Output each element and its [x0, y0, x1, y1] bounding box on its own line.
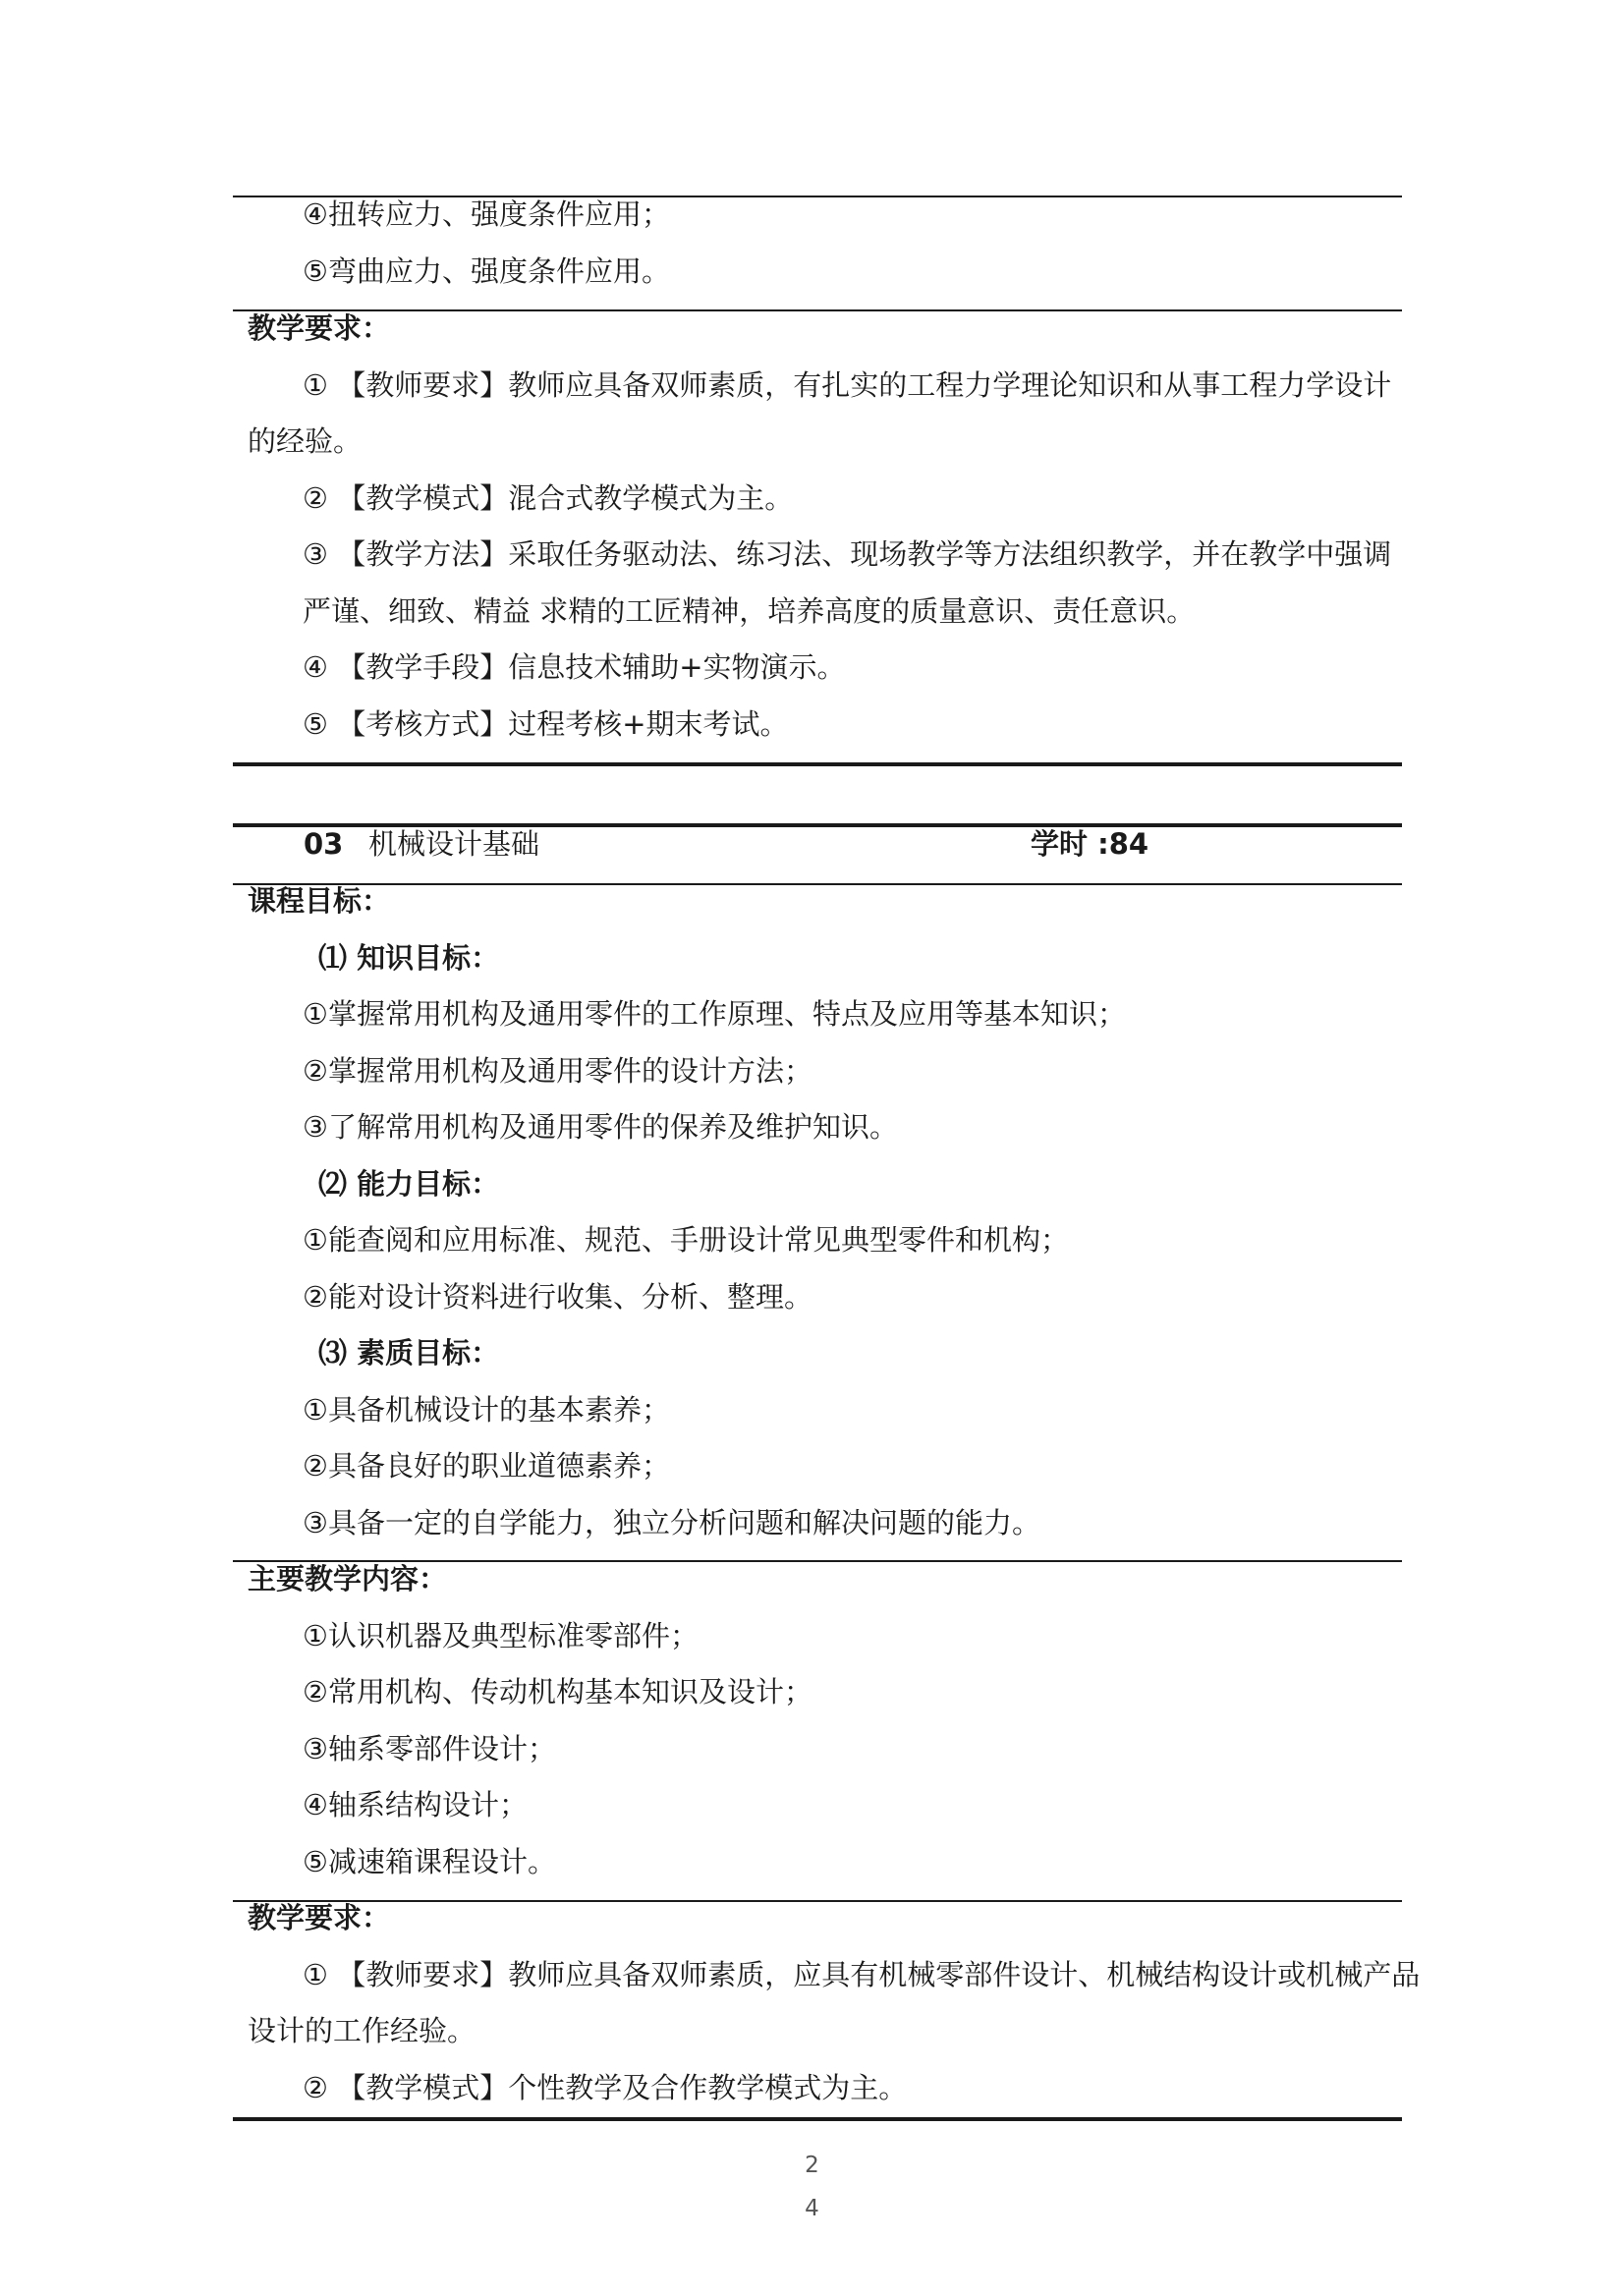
quality-goal-item: ②具备良好的职业道德素养； — [303, 1449, 670, 1483]
teaching-req-item: ⑤ 【考核方式】过程考核+期末考试。 — [303, 706, 789, 741]
quality-goal-item: ③具备一定的自学能力，独立分析问题和解决问题的能力。 — [303, 1505, 1040, 1540]
teaching-req-item: ② 【教学模式】混合式教学模式为主。 — [303, 480, 794, 515]
main-teaching-content — [233, 1551, 1402, 1890]
teaching-req-heading: 教学要求： — [248, 1901, 391, 1934]
content-item: ②常用机构、传动机构基本知识及设计； — [303, 1675, 812, 1708]
course03-teaching-requirements — [233, 1890, 1421, 2116]
teaching-req-item-continued: 严谨、细致、精益 求精的工匠精神，培养高度的质量意识、责任意识。 — [303, 593, 1196, 628]
knowledge-goals-heading: ⑴ 知识目标： — [318, 940, 500, 975]
content-item: ⑤减速箱课程设计。 — [303, 1844, 556, 1878]
teaching-req-item: ① 【教师要求】教师应具备双师素质，有扎实的工程力学理论知识和从事工程力学设计 — [303, 367, 1392, 402]
quality-goal-item: ①具备机械设计的基本素养； — [303, 1392, 670, 1427]
section1-content-tail — [233, 187, 1402, 300]
teaching-req-item: ① 【教师要求】教师应具备双师素质，应具有机械零部件设计、机械结构设计或机械产品 — [303, 1957, 1421, 1991]
ability-goal-item: ①能查阅和应用标准、规范、手册设计常见典型零件和机构； — [303, 1223, 1069, 1257]
page-number-total: 4 — [805, 2196, 819, 2221]
teaching-req-item-continued: 设计的工作经验。 — [248, 2014, 476, 2047]
section1-teaching-requirements — [233, 301, 1402, 753]
knowledge-goal-item: ③了解常用机构及通用零件的保养及维护知识。 — [303, 1110, 898, 1144]
ability-goal-item: ②能对设计资料进行收集、分析、整理。 — [303, 1279, 812, 1314]
table-bottom-rule — [233, 762, 1402, 766]
course-goals — [233, 873, 1402, 1551]
knowledge-goal-item: ②掌握常用机构及通用零件的设计方法； — [303, 1053, 812, 1088]
ability-goals-heading: ⑵ 能力目标： — [318, 1166, 500, 1201]
teaching-req-item-continued: 的经验。 — [248, 424, 363, 458]
page-number: 2 — [805, 2153, 819, 2178]
knowledge-goal-item: ①掌握常用机构及通用零件的工作原理、特点及应用等基本知识； — [303, 997, 1126, 1031]
teaching-req-item: ② 【教学模式】个性教学及合作教学模式为主。 — [303, 2070, 908, 2104]
content-heading: 主要教学内容： — [248, 1562, 448, 1596]
course-hours: 学时 :84 — [1031, 827, 1149, 861]
course-title-row — [233, 816, 1402, 872]
teaching-req-heading: 教学要求： — [248, 311, 391, 345]
content-item: ①认识机器及典型标准零部件； — [303, 1618, 699, 1652]
teaching-req-item: ④ 【教学手段】信息技术辅助+实物演示。 — [303, 650, 846, 684]
content-item: ④扭转应力、强度条件应用； — [303, 197, 670, 231]
content-item: ③轴系零部件设计； — [303, 1731, 556, 1765]
content-item: ⑤弯曲应力、强度条件应用。 — [303, 253, 670, 288]
table-bottom-rule — [233, 2117, 1402, 2121]
course-name: 机械设计基础 — [368, 827, 540, 861]
goals-heading: 课程目标： — [248, 884, 391, 918]
content-item: ④轴系结构设计； — [303, 1788, 528, 1821]
teaching-req-item: ③ 【教学方法】采取任务驱动法、练习法、现场教学等方法组织教学，并在教学中强调 — [303, 537, 1392, 571]
course-code: 03 — [304, 827, 344, 861]
quality-goals-heading: ⑶ 素质目标： — [318, 1336, 500, 1370]
